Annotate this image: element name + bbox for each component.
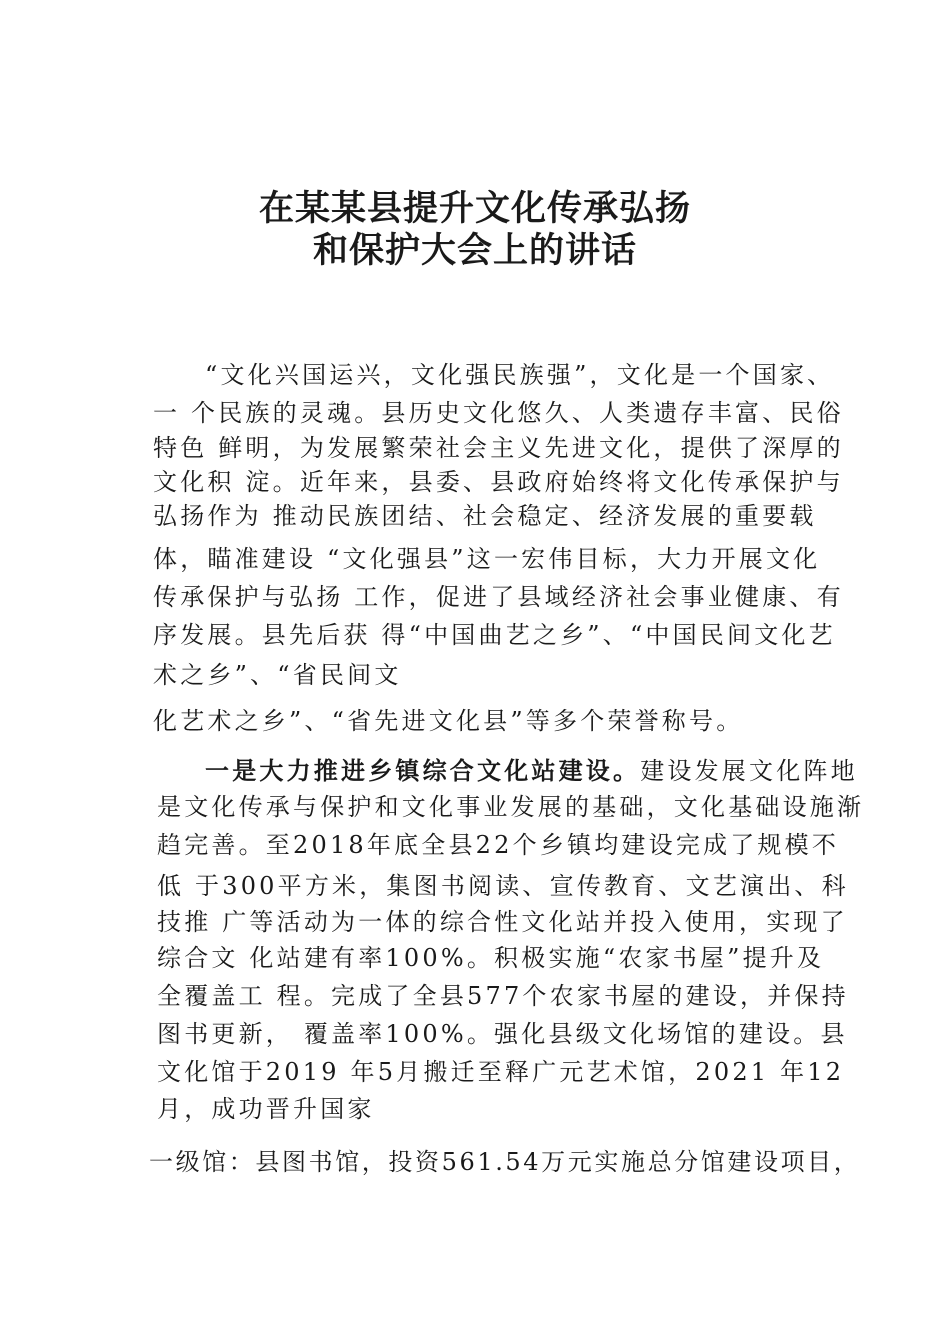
paragraph-1-line: 术之乡”、“省民间文	[153, 661, 402, 689]
paragraph-2-line: 是文化传承与保护和文化事业发展的基础，文化基础设施渐	[157, 793, 865, 821]
paragraph-2-line: 低 于300平方米，集图书阅读、宣传教育、文艺演出、科	[157, 872, 849, 900]
paragraph-2-first-rest: 建设发展文化阵地	[640, 757, 858, 785]
paragraph-2-line: 综合文 化站建有率100%。积极实施“农家书屋”提升及	[157, 944, 825, 972]
paragraph-1-line: 一 个民族的灵魂。县历史文化悠久、人类遗存丰富、民俗	[153, 399, 844, 427]
paragraph-1-line: “文化兴国运兴，文化强民族强”，文化是一个国家、	[205, 361, 835, 389]
paragraph-2-line: 图书更新， 覆盖率100%。强化县级文化场馆的建设。县	[157, 1020, 848, 1048]
paragraph-1-line: 体，瞄准建设 “文化强县”这一宏伟目标，大力开展文化	[153, 545, 821, 573]
paragraph-1-line: 传承保护与弘扬 工作，促进了县域经济社会事业健康、有	[153, 583, 844, 611]
paragraph-1-line: 特色 鲜明，为发展繁荣社会主义先进文化，提供了深厚的	[153, 434, 844, 462]
paragraph-2-line: 趋完善。至2018年底全县22个乡镇均建设完成了规模不	[157, 831, 840, 859]
paragraph-1-tail: 化艺术之乡”、“省先进文化县”等多个荣誉称号。	[153, 707, 744, 735]
page-title-line-2: 和保护大会上的讲话	[312, 230, 637, 271]
paragraph-2-line: 文化馆于2019 年5月搬迁至释广元艺术馆，2021 年12	[157, 1058, 845, 1086]
page-title-line-1: 在某某县提升文化传承弘扬	[258, 188, 691, 229]
paragraph-1-line: 弘扬作为 推动民族团结、社会稳定、经济发展的重要载	[153, 502, 817, 530]
paragraph-2-tail: 一级馆：县图书馆，投资561.54万元实施总分馆建设项目，	[149, 1148, 861, 1176]
paragraph-2-line: 全覆盖工 程。完成了全县577个农家书屋的建设，并保持	[157, 982, 849, 1010]
paragraph-2-heading: 一是大力推进乡镇综合文化站建设。	[205, 756, 641, 785]
paragraph-1-line: 文化积 淀。近年来，县委、县政府始终将文化传承保护与	[153, 468, 844, 496]
paragraph-2-line: 技推 广等活动为一体的综合性文化站并投入使用，实现了	[157, 908, 848, 936]
paragraph-2-line: 月，成功晋升国家	[157, 1095, 375, 1123]
paragraph-2-first-line	[205, 754, 858, 788]
paragraph-1-line: 序发展。县先后获 得“中国曲艺之乡”、“中国民间文化艺	[153, 621, 836, 649]
